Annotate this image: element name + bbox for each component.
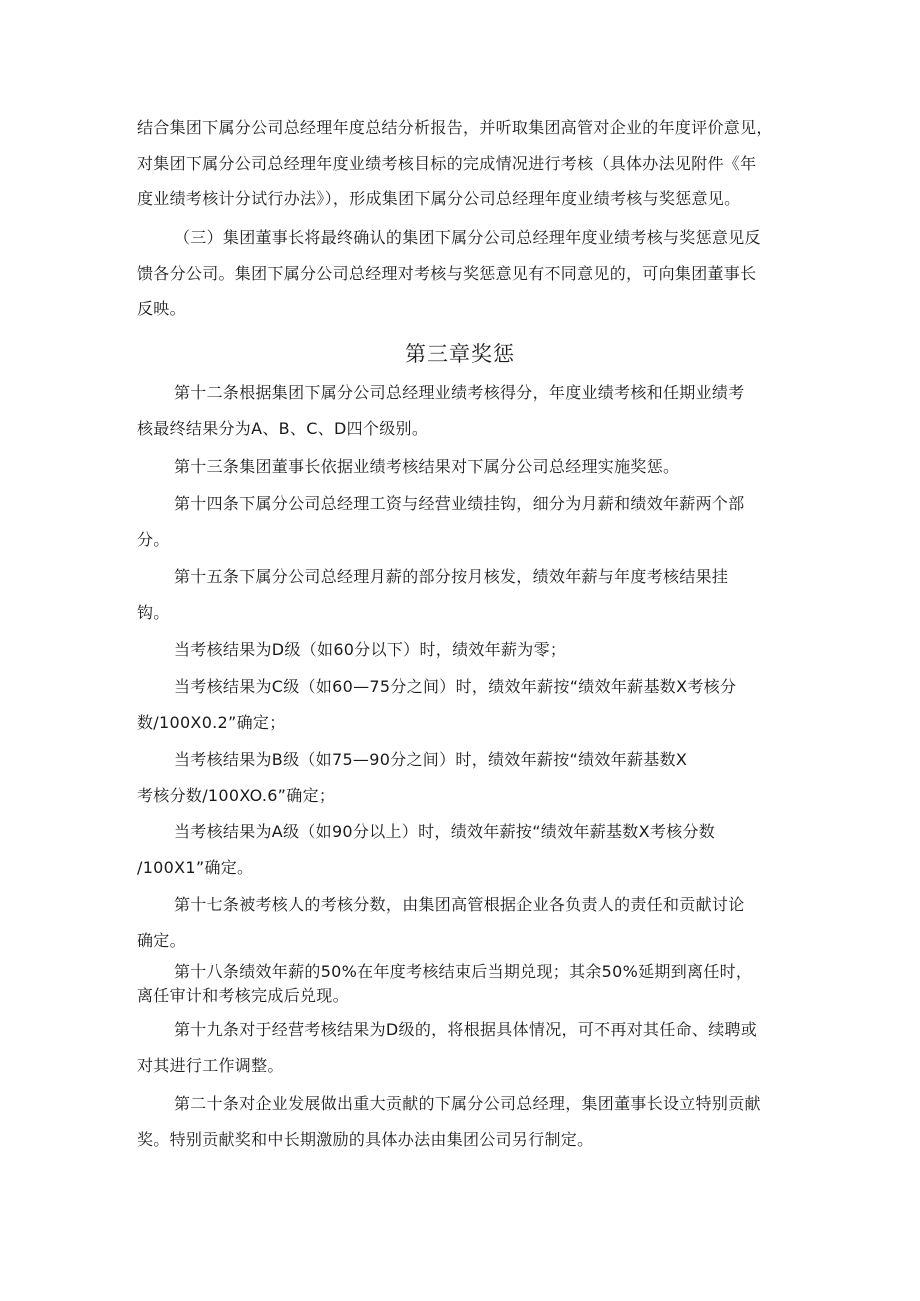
- text-line: 数/100X0.2”确定；: [137, 713, 286, 732]
- text-line: （三）集团董事长将最终确认的集团下属分公司总经理年度业绩考核与奖惩意见反: [174, 228, 761, 247]
- text-line: 当考核结果为C级（如60—75分之间）时，绩效年薪按“绩效年薪基数X考核分: [174, 677, 737, 696]
- text-line: 奖。特别贡献奖和中长期激励的具体办法由集团公司另行制定。: [137, 1130, 594, 1149]
- text-line: 第十七条被考核人的考核分数，由集团高管根据企业各负责人的责任和贡献讨论: [174, 895, 745, 914]
- text-line: 第十三条集团董事长依据业绩考核结果对下属分公司总经理实施奖惩。: [174, 457, 680, 476]
- text-line: 对其进行工作调整。: [137, 1056, 284, 1075]
- text-line: 确定。: [137, 931, 186, 950]
- text-line: 核最终结果分为A、B、C、D四个级别。: [137, 419, 429, 438]
- text-line: 考核分数/100XO.6”确定；: [137, 786, 336, 805]
- text-line: 当考核结果为B级（如75—90分之间）时，绩效年薪按“绩效年薪基数X: [174, 750, 688, 769]
- chapter-title: 第三章奖惩: [405, 342, 515, 366]
- text-line: 离任审计和考核完成后兑现。: [137, 986, 349, 1005]
- text-line: 结合集团下属分公司总经理年度总结分析报告，并听取集团高管对企业的年度评价意见，: [137, 118, 773, 137]
- text-line: 馈各分公司。集团下属分公司总经理对考核与奖惩意见有不同意见的，可向集团董事长: [137, 264, 757, 283]
- text-line: 第十五条下属分公司总经理月薪的部分按月核发，绩效年薪与年度考核结果挂: [174, 567, 729, 586]
- text-line: 反映。: [137, 299, 186, 318]
- text-line: 度业绩考核计分试行办法》），形成集团下属分公司总经理年度业绩考核与奖惩意见。: [137, 189, 741, 208]
- text-line: /100X1”确定。: [137, 858, 254, 877]
- text-line: 钩。: [137, 603, 170, 622]
- text-line: 第十九条对于经营考核结果为D级的，将根据具体情况，可不再对其任命、续聘或: [174, 1020, 758, 1039]
- text-line: 第十八条绩效年薪的50%在年度考核结束后当期兑现；其余50%延期到离任时，: [174, 962, 753, 981]
- text-line: 当考核结果为A级（如90分以上）时，绩效年薪按“绩效年薪基数X考核分数: [174, 822, 716, 841]
- text-line: 对集团下属分公司总经理年度业绩考核目标的完成情况进行考核（具体办法见附件《年: [137, 154, 757, 173]
- text-line: 第十二条根据集团下属分公司总经理业绩考核得分，年度业绩考核和任期业绩考: [174, 383, 745, 402]
- text-line: 当考核结果为D级（如60分以下）时，绩效年薪为零；: [174, 640, 567, 659]
- text-line: 分。: [137, 530, 170, 549]
- text-line: 第十四条下属分公司总经理工资与经营业绩挂钩，细分为月薪和绩效年薪两个部: [174, 494, 745, 513]
- text-line: 第二十条对企业发展做出重大贡献的下属分公司总经理，集团董事长设立特别贡献: [174, 1094, 761, 1113]
